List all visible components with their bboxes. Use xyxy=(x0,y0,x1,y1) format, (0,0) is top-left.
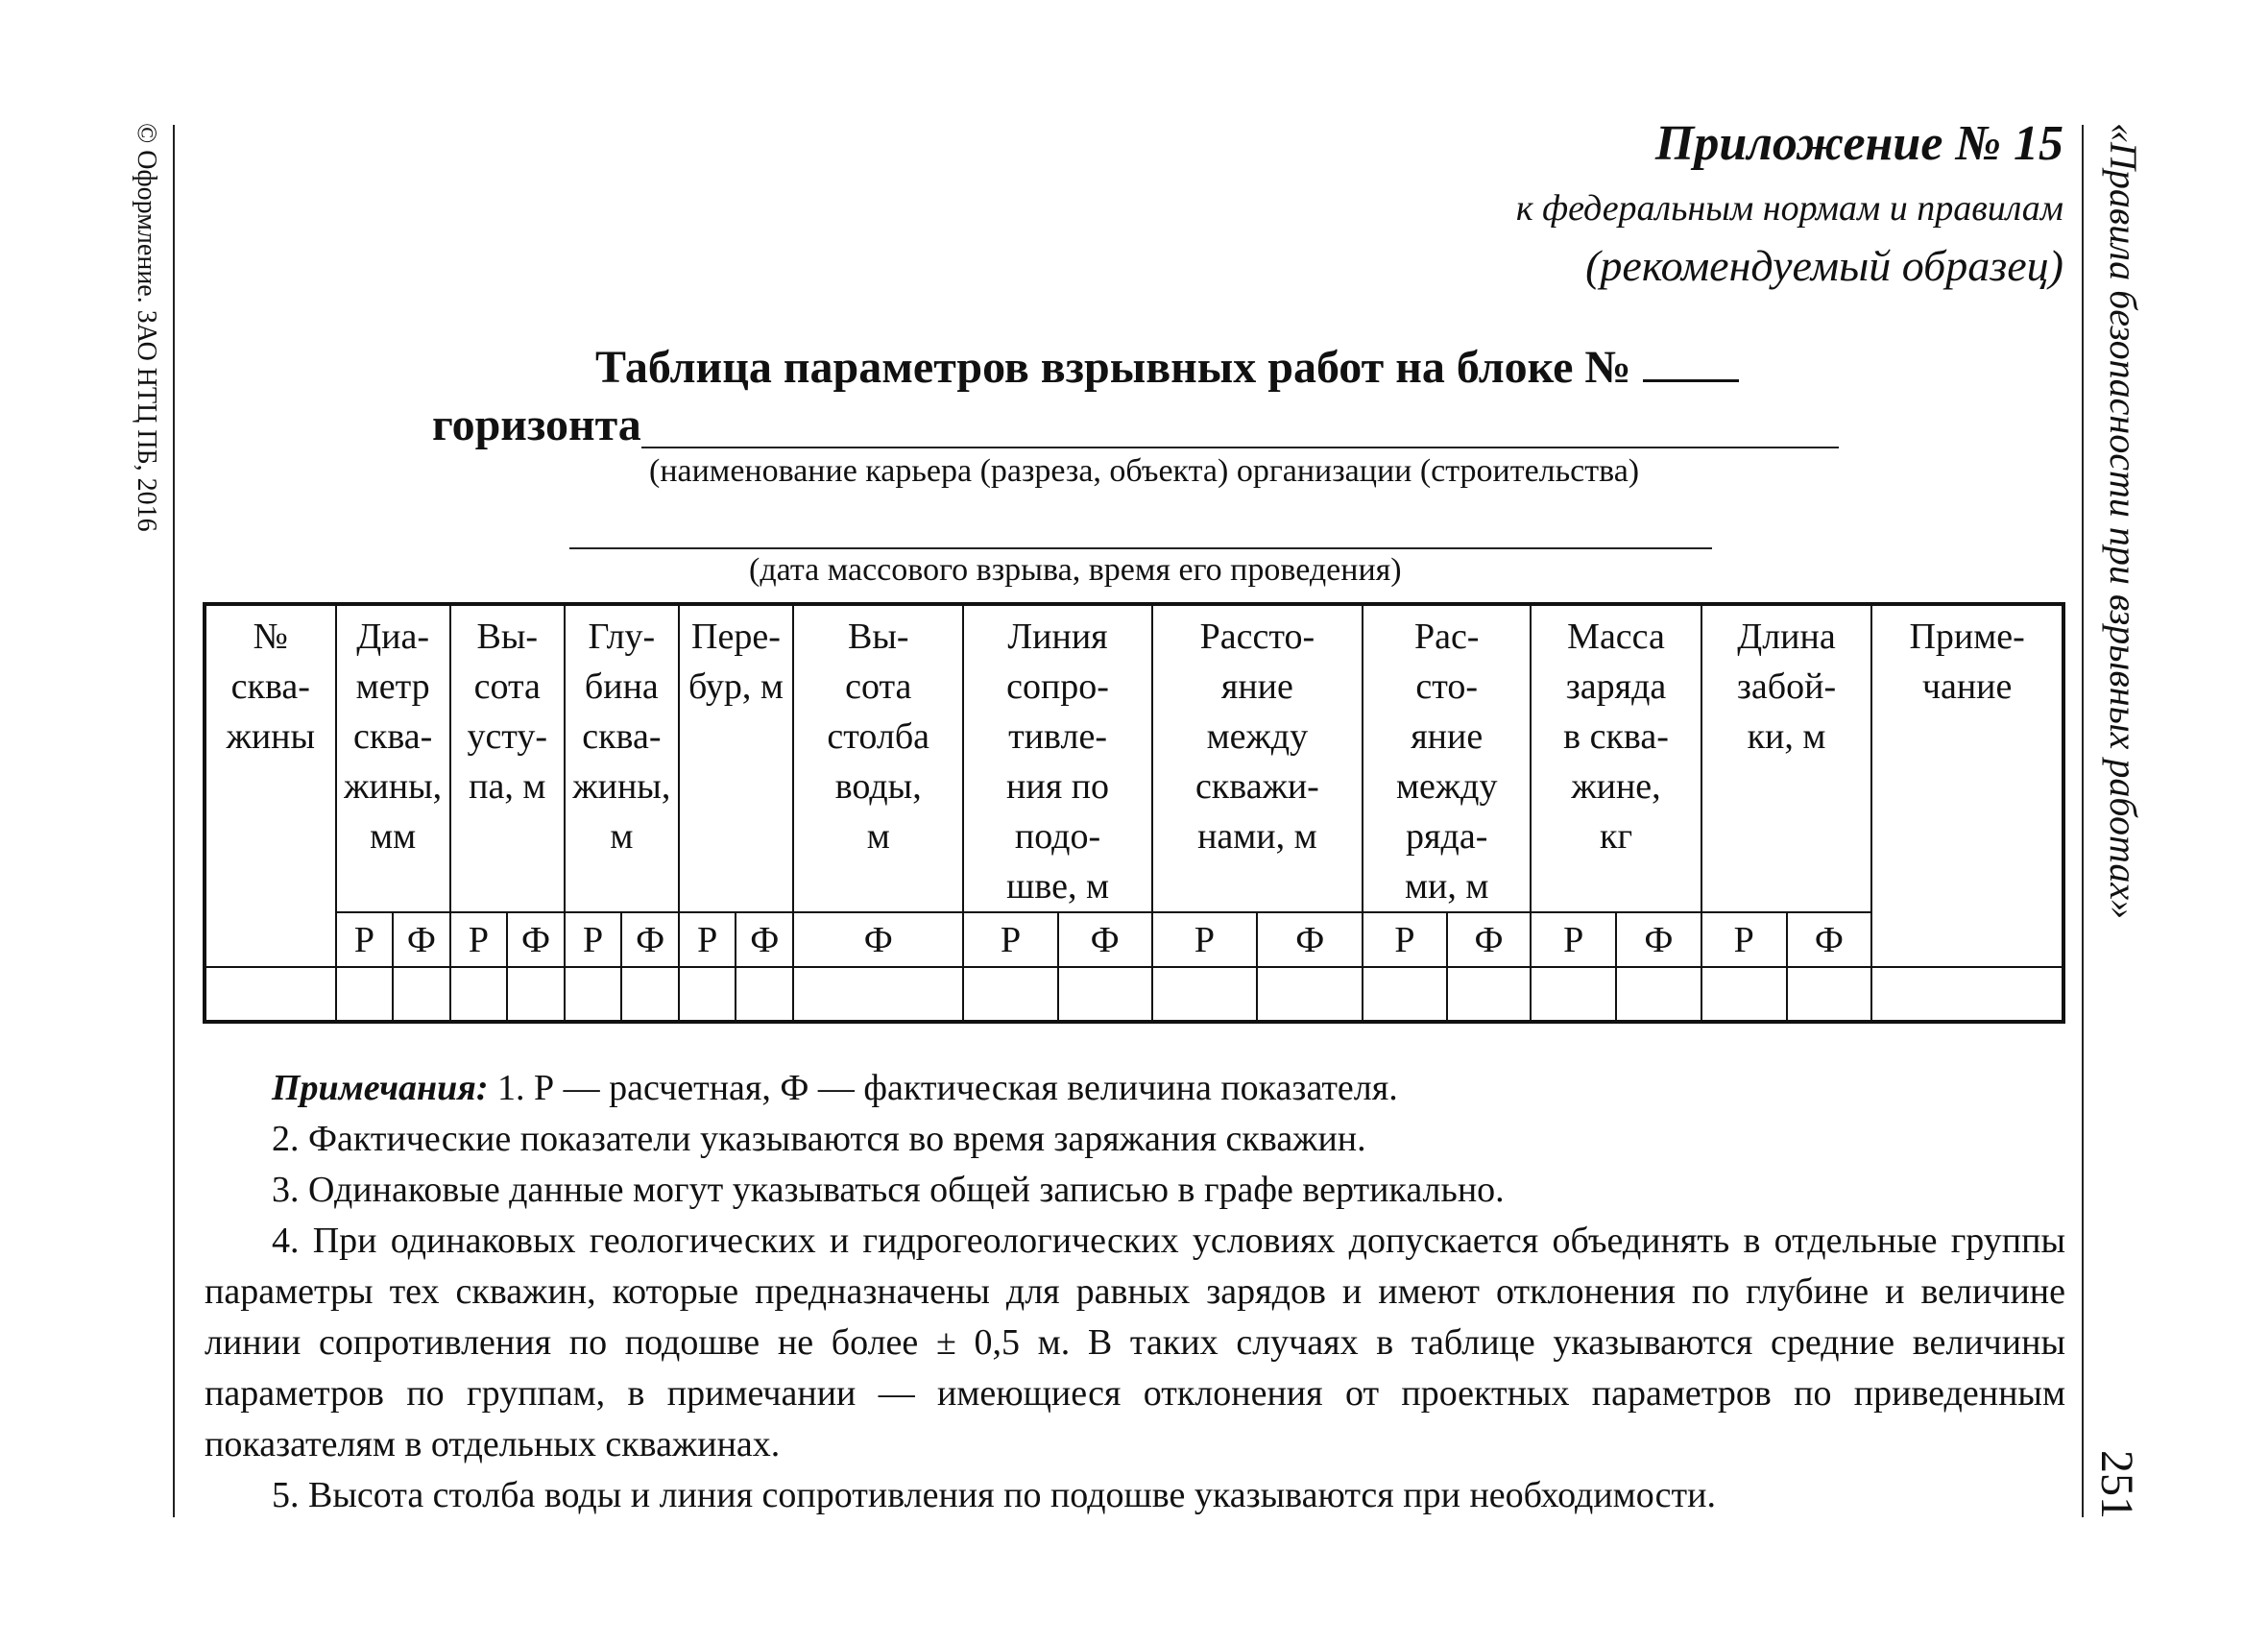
col-header-burden xyxy=(963,604,1151,912)
table-cell[interactable] xyxy=(336,967,394,1022)
page-number: 251 xyxy=(2091,1450,2142,1519)
appendix-sample-note: (рекомендуемый образец) xyxy=(1585,241,2063,290)
table-header-row xyxy=(205,604,2063,912)
col-header-hole-number xyxy=(205,604,336,967)
col-header-row-spacing xyxy=(1363,604,1531,912)
sub-f: Ф xyxy=(1058,912,1152,967)
table-row xyxy=(205,967,2063,1022)
table-cell[interactable] xyxy=(679,967,736,1022)
table-cell[interactable] xyxy=(1257,967,1363,1022)
sub-f: Ф xyxy=(1447,912,1532,967)
col-header-line: чание xyxy=(1921,666,2013,707)
table-cell[interactable] xyxy=(793,967,963,1022)
note-item-5: 5. Высота столба воды и линия сопротивления по подошве указываются при необходимости. xyxy=(272,1475,1716,1515)
col-header-line: Глу- xyxy=(588,617,656,657)
col-header-bench-height xyxy=(450,604,565,912)
col-header-line: в сква- xyxy=(1563,716,1669,757)
sub-r: Р xyxy=(963,912,1057,967)
col-header-line: Масса xyxy=(1567,617,1665,657)
horizon-field[interactable] xyxy=(641,447,1839,448)
col-header-line: жине, xyxy=(1571,766,1661,807)
table-cell[interactable] xyxy=(205,967,336,1022)
running-title-sidebar: «Правила безопасности при взрывных работах» xyxy=(2102,123,2145,920)
col-header-water-column xyxy=(793,604,963,912)
col-header-line: м xyxy=(866,816,890,857)
table-cell[interactable] xyxy=(1363,967,1447,1022)
col-header-line: жины, xyxy=(344,766,443,807)
col-header-line: подо- xyxy=(1014,816,1101,857)
col-header-hole-spacing xyxy=(1152,604,1363,912)
note-item-2: 2. Фактические показатели указываются во время заряжания скважин. xyxy=(272,1119,1366,1159)
sub-r: Р xyxy=(565,912,622,967)
col-header-line: ки, м xyxy=(1747,716,1826,757)
blast-parameters-table xyxy=(203,602,2065,1024)
form-title xyxy=(595,341,1739,394)
table-cell[interactable] xyxy=(1058,967,1152,1022)
table-cell[interactable] xyxy=(963,967,1057,1022)
horizon-label: горизонта xyxy=(432,399,641,450)
col-header-line: мм xyxy=(370,816,417,857)
col-header-line: № xyxy=(253,617,288,657)
col-header-remarks xyxy=(1871,604,2063,967)
col-header-line: метр xyxy=(355,666,430,707)
col-header-line: сопро- xyxy=(1006,666,1109,707)
col-header-line: столба xyxy=(827,716,930,757)
table-cell[interactable] xyxy=(1616,967,1701,1022)
col-header-line: сква- xyxy=(353,716,433,757)
col-header-charge-mass xyxy=(1531,604,1701,912)
table-cell[interactable] xyxy=(1531,967,1616,1022)
col-header-line: Пере- xyxy=(691,617,781,657)
table-cell[interactable] xyxy=(736,967,793,1022)
col-header-line: забой- xyxy=(1736,666,1837,707)
sub-f: Ф xyxy=(1787,912,1872,967)
col-header-line: ми, м xyxy=(1404,866,1489,907)
col-header-line: па, м xyxy=(469,766,546,807)
col-header-line: Линия xyxy=(1007,617,1108,657)
block-number-field[interactable] xyxy=(1643,341,1739,382)
col-header-line: жины, xyxy=(572,766,671,807)
col-header-line: ряда- xyxy=(1406,816,1488,857)
sub-r: Р xyxy=(1531,912,1616,967)
col-header-line: нами, м xyxy=(1197,816,1317,857)
col-header-line: Диа- xyxy=(356,617,430,657)
left-margin-rule xyxy=(173,125,175,1517)
table-cell[interactable] xyxy=(621,967,679,1022)
sub-f: Ф xyxy=(1616,912,1701,967)
sub-f: Ф xyxy=(621,912,679,967)
sub-r: Р xyxy=(1363,912,1447,967)
col-header-hole-diameter xyxy=(336,604,450,912)
col-header-line: шве, м xyxy=(1006,866,1109,907)
col-header-line: яние xyxy=(1411,716,1484,757)
col-header-stemming-length xyxy=(1701,604,1871,912)
sub-r: Р xyxy=(679,912,736,967)
table-cell[interactable] xyxy=(1787,967,1872,1022)
col-header-line: Приме- xyxy=(1909,617,2025,657)
col-header-line: сква- xyxy=(582,716,662,757)
note-text-1: 1. Р — расчетная, Ф — фактическая величина показателя. xyxy=(497,1068,1398,1108)
col-header-line: ния по xyxy=(1006,766,1110,807)
note-item-3: 3. Одинаковые данные могут указываться общей записью в графе вертикально. xyxy=(272,1170,1505,1210)
sub-r: Р xyxy=(1152,912,1258,967)
table-cell[interactable] xyxy=(565,967,622,1022)
col-header-line: яние xyxy=(1220,666,1293,707)
date-caption: (дата массового взрыва, время его проведения) xyxy=(749,552,1402,588)
right-margin-rule xyxy=(2082,125,2084,1517)
col-header-line: сто- xyxy=(1415,666,1479,707)
col-header-line: скважи- xyxy=(1194,766,1319,807)
col-header-line: воды, xyxy=(834,766,922,807)
copyright-sidebar: © Оформление. ЗАО НТЦ ПБ, 2016 xyxy=(132,123,161,532)
horizon-caption: (наименование карьера (разреза, объекта) организации (строительства) xyxy=(649,453,1640,489)
col-header-line: тивле- xyxy=(1008,716,1107,757)
sub-r: Р xyxy=(336,912,394,967)
sub-f: Ф xyxy=(393,912,450,967)
col-header-line: Рассто- xyxy=(1199,617,1315,657)
sub-f: Ф xyxy=(507,912,565,967)
sub-r: Р xyxy=(1701,912,1787,967)
table-cell[interactable] xyxy=(1701,967,1787,1022)
form-title-text: Таблица параметров взрывных работ на блоке № xyxy=(595,342,1631,393)
col-header-line: жины xyxy=(226,716,316,757)
date-field[interactable] xyxy=(569,547,1712,549)
col-header-line: Рас- xyxy=(1413,617,1480,657)
col-header-line: Вы- xyxy=(847,617,909,657)
col-header-line: бина xyxy=(584,666,659,707)
col-header-line: сота xyxy=(845,666,912,707)
col-header-line: бур, м xyxy=(688,666,784,707)
sub-r: Р xyxy=(450,912,508,967)
col-header-subdrill xyxy=(679,604,793,912)
table-cell[interactable] xyxy=(450,967,508,1022)
notes-label: Примечания: xyxy=(272,1068,489,1108)
table-cell[interactable] xyxy=(393,967,450,1022)
table-cell[interactable] xyxy=(1447,967,1532,1022)
table-cell[interactable] xyxy=(1871,967,2063,1022)
note-item-1 xyxy=(205,1063,2065,1114)
table-subheader-row xyxy=(205,912,2063,967)
notes-section xyxy=(205,1063,2065,1521)
col-header-line: Длина xyxy=(1737,617,1836,657)
col-header-line: между xyxy=(1206,716,1309,757)
note-item-4: 4. При одинаковых геологических и гидрогеологических условиях допускается объединять в отдельные группы параметры тех скважин, которые предназначены для равных зарядов и имеют отклонения по глубине и величине линии сопротивления по подошве не более ± 0,5 м. В таких случаях в таблице указываются средние величины параметров по группам, в примечании — имеющиеся отклонения от проектных параметров по приведенным показателям в отдельных скважинах. xyxy=(205,1221,2065,1464)
col-header-line: усту- xyxy=(467,716,548,757)
table-cell[interactable] xyxy=(1152,967,1258,1022)
table-cell[interactable] xyxy=(507,967,565,1022)
col-header-hole-depth xyxy=(565,604,679,912)
appendix-title: Приложение № 15 xyxy=(1654,116,2063,171)
col-header-line: сква- xyxy=(230,666,310,707)
col-header-line: кг xyxy=(1599,816,1633,857)
col-header-line: м xyxy=(610,816,634,857)
col-header-line: заряда xyxy=(1565,666,1667,707)
sub-f: Ф xyxy=(793,912,963,967)
col-header-line: Вы- xyxy=(476,617,539,657)
appendix-subtitle: к федеральным нормам и правилам xyxy=(1515,188,2063,229)
col-header-line: сота xyxy=(473,666,541,707)
col-header-line: между xyxy=(1395,766,1498,807)
sub-f: Ф xyxy=(1257,912,1363,967)
sub-f: Ф xyxy=(736,912,793,967)
